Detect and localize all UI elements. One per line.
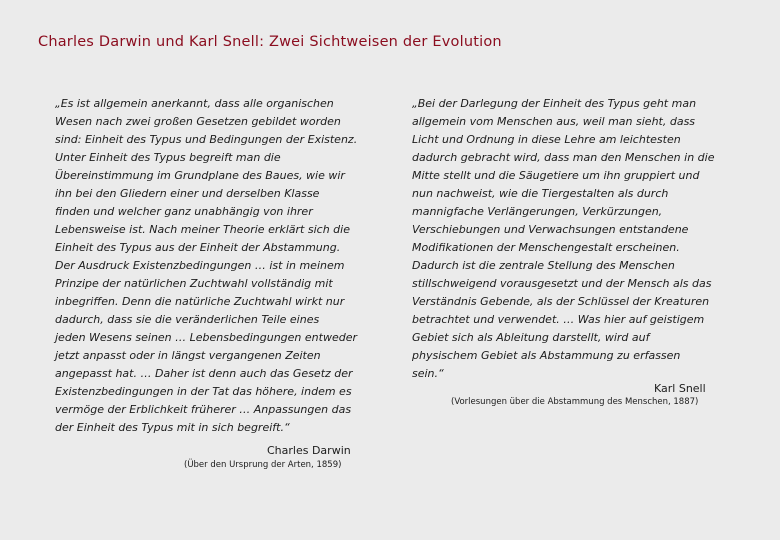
darwin-quote-line: jeden Wesens seinen … Lebensbedingungen entweder <box>55 331 357 344</box>
darwin-quote-line: sind: Einheit des Typus und Bedingungen der Existenz. <box>55 133 358 146</box>
darwin-quote <box>55 95 361 437</box>
snell-quote-line: Mitte stellt und die Säugetiere um ihn gruppiert und <box>412 169 700 182</box>
snell-quote-line: stillschweigend vorausgesetzt und der Mensch als das <box>412 277 712 290</box>
darwin-quote-line: „Es ist allgemein anerkannt, dass alle organischen <box>55 97 334 110</box>
darwin-quote-line: dadurch, dass sie die veränderlichen Teile eines <box>55 313 320 326</box>
darwin-quote-line: Einheit des Typus aus der Einheit der Abstammung. <box>55 241 341 254</box>
page-title: Charles Darwin und Karl Snell: Zwei Sichtweisen der Evolution <box>38 34 502 50</box>
snell-author: Karl Snell <box>654 382 706 395</box>
darwin-quote-line: Prinzipe der natürlichen Zuchtwahl vollständig mit <box>55 277 333 290</box>
snell-quote-line: Verschiebungen und Verwachsungen entstandene <box>412 223 689 236</box>
darwin-author: Charles Darwin <box>267 444 351 457</box>
snell-quote-line: Licht und Ordnung in diese Lehre am leichtesten <box>412 133 681 146</box>
darwin-quote-line: Übereinstimmung im Grundplane des Baues, wie wir <box>55 169 345 182</box>
darwin-quote-line: angepasst hat. … Daher ist denn auch das Gesetz der <box>55 367 353 380</box>
snell-quote-line: sein.“ <box>412 367 444 380</box>
snell-quote-line: nun nachweist, wie die Tiergestalten als durch <box>412 187 669 200</box>
darwin-quote-line: der Einheit des Typus mit in sich begreift.“ <box>55 421 290 434</box>
darwin-quote-line: inbegriffen. Denn die natürliche Zuchtwahl wirkt nur <box>55 295 345 308</box>
darwin-quote-line: jetzt anpasst oder in längst vergangenen Zeiten <box>55 349 321 362</box>
snell-quote-line: Dadurch ist die zentrale Stellung des Menschen <box>412 259 675 272</box>
darwin-quote-line: Lebensweise ist. Nach meiner Theorie erklärt sich die <box>55 223 350 236</box>
darwin-quote-line: Unter Einheit des Typus begreift man die <box>55 151 281 164</box>
snell-quote-line: allgemein vom Menschen aus, weil man sieht, dass <box>412 115 696 128</box>
darwin-quote-line: Der Ausdruck Existenzbedingungen … ist in meinem <box>55 259 345 272</box>
darwin-quote-line: finden und welcher ganz unabhängig von ihrer <box>55 205 313 218</box>
darwin-quote-line: Wesen nach zwei großen Gesetzen gebildet worden <box>55 115 341 128</box>
snell-quote-line: Modifikationen der Menschengestalt erscheinen. <box>412 241 680 254</box>
snell-quote-line: mannigfache Verlängerungen, Verkürzungen, <box>412 205 663 218</box>
darwin-source: (Über den Ursprung der Arten, 1859) <box>184 460 342 470</box>
snell-quote-line: dadurch gebracht wird, dass man den Menschen in die <box>412 151 715 164</box>
darwin-quote-line: Existenzbedingungen in der Tat das höhere, indem es <box>55 385 352 398</box>
snell-quote-line: betrachtet und verwendet. … Was hier auf geistigem <box>412 313 705 326</box>
snell-quote-line: physischem Gebiet als Abstammung zu erfassen <box>412 349 681 362</box>
darwin-quote-line: ihn bei den Gliedern einer und derselben Klasse <box>55 187 320 200</box>
snell-quote-line: Gebiet sich als Ableitung darstellt, wird auf <box>412 331 650 344</box>
snell-quote-line: „Bei der Darlegung der Einheit des Typus geht man <box>412 97 697 110</box>
snell-source: (Vorlesungen über die Abstammung des Menschen, 1887) <box>451 397 699 407</box>
snell-quote-line: Verständnis Gebende, als der Schlüssel der Kreaturen <box>412 295 710 308</box>
snell-quote <box>412 95 715 383</box>
darwin-quote-line: vermöge der Erblichkeit früherer … Anpassungen das <box>55 403 352 416</box>
